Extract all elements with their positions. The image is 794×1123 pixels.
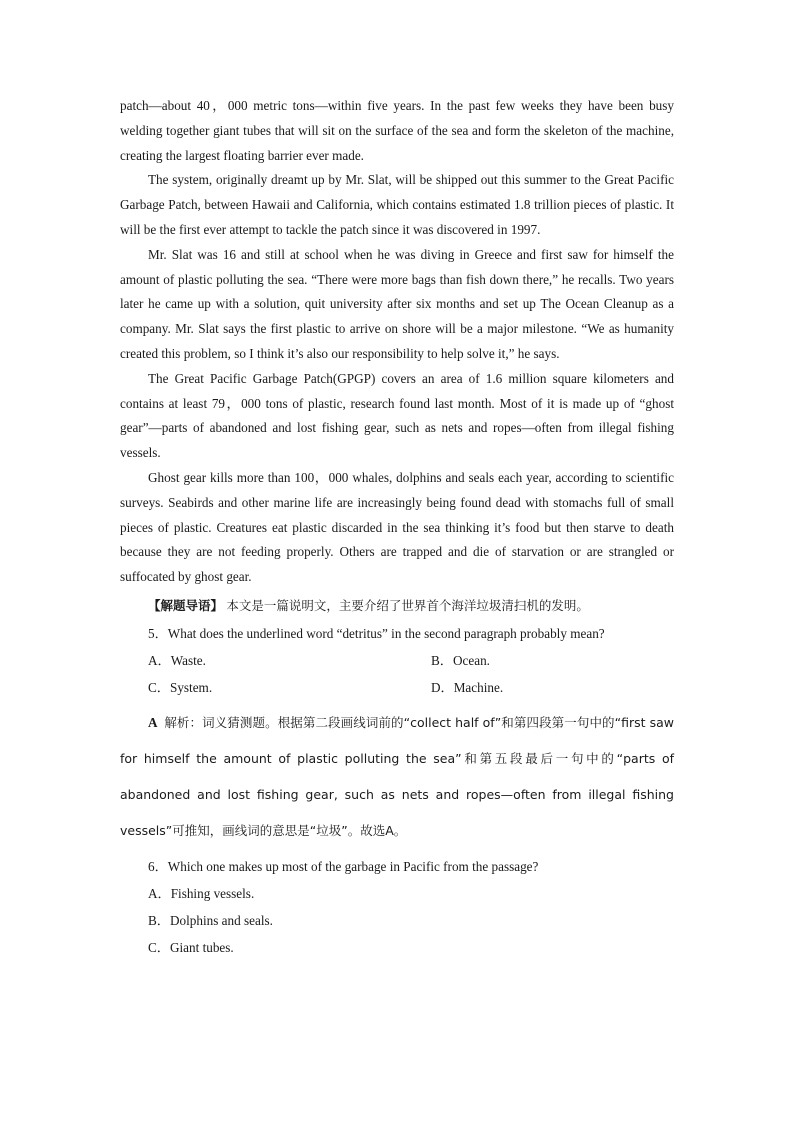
question-5-option-a: A．Waste. <box>148 652 206 668</box>
question-6-option-c: C．Giant tubes. <box>148 939 234 955</box>
question-5-analysis-text: 解析：词义猜测题。根据第二段画线词前的“collect half of”和第四段第一句中的“first saw for himself the amount of plastic polluting the sea”和第五段最后一句中的“parts of abandoned and lost fishing gear, such as nets and ropes—often from illegal fishing vessels”可推知，画线词的意思是“垃圾”。故选A。 <box>120 714 675 838</box>
question-5-option-b: B．Ocean. <box>431 652 490 668</box>
question-6-stem: 6．Which one makes up most of the garbage in Pacific from the passage? <box>148 858 539 874</box>
passage-paragraph-5: Ghost gear kills more than 100，000 whales, dolphins and seals each year, according to scientific surveys. Seabirds and other marine life are increasingly being found dead with stomachs full of small pieces of plastic. Creatures eat plastic discarded in the sea thinking it’s food but then starve to death because they are not feeding properly. Others are trapped and die of starvation or are strangled or suffocated by ghost gear. <box>120 469 674 585</box>
passage-paragraph-3: Mr. Slat was 16 and still at school when he was diving in Greece and first saw for himself the amount of plastic polluting the sea. “There were more bags than fish down there,” he recalls. Two years later he came up with a solution, quit university after six months and set up The Ocean Cleanup as a company. Mr. Slat says the first plastic to arrive on shore will be a major milestone. “We as humanity created this problem, so I think it’s also our responsibility to help solve it,” he says. <box>120 246 674 361</box>
reading-guide-label: 【解题导语】 <box>148 597 224 613</box>
question-5-stem: 5．What does the underlined word “detritus” in the second paragraph probably mean? <box>148 625 605 641</box>
question-5-option-d: D．Machine. <box>431 679 504 695</box>
passage-paragraph-2: The system, originally dreamt up by Mr. Slat, will be shipped out this summer to the Great Pacific Garbage Patch, between Hawaii and California, which contains estimated 1.8 trillion pieces of plastic. It will be the first ever attempt to tackle the patch since it was discovered in 1997. <box>120 172 674 237</box>
document-content <box>120 94 674 961</box>
question-5-options <box>120 647 674 701</box>
question-6-option-a: A．Fishing vessels. <box>148 885 255 901</box>
question-6-option-b: B．Dolphins and seals. <box>148 912 273 928</box>
reading-guide <box>120 596 674 616</box>
passage-paragraph-continued: patch—about 40，000 metric tons—within five years. In the past few weeks they have been busy welding together giant tubes that will sit on the surface of the sea and form the skeleton of the machine, creating the largest floating barrier ever made. <box>120 98 674 163</box>
question-5-analysis <box>120 705 674 849</box>
reading-guide-text: 本文是一篇说明文，主要介绍了世界首个海洋垃圾清扫机的发明。 <box>226 597 589 613</box>
passage-paragraph-4: The Great Pacific Garbage Patch(GPGP) covers an area of 1.6 million square kilometers and contains at least 79，000 tons of plastic, research found last month. Most of it is made up of “ghost gear”—parts of abandoned and lost fishing gear, such as nets and ropes—often from illegal fishing vessels. <box>120 370 674 461</box>
question-5-answer: A <box>148 714 158 730</box>
question-5-option-c: C．System. <box>148 679 213 695</box>
